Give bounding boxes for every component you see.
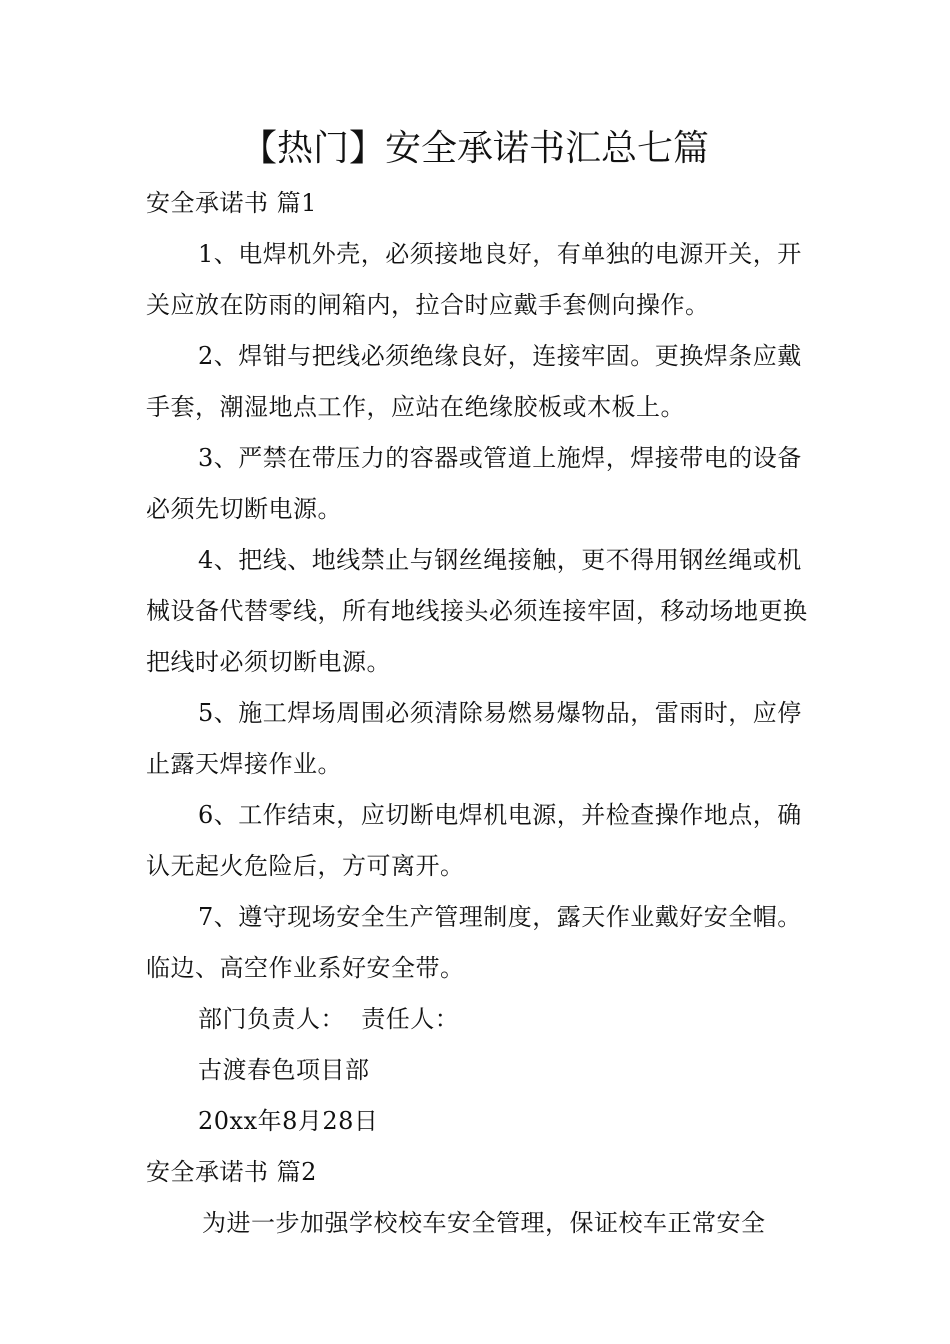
section1-item-7: 7、遵守现场安全生产管理制度，露天作业戴好安全帽。临边、高空作业系好安全带。	[146, 903, 802, 982]
section1-item-1: 1、电焊机外壳，必须接地良好，有单独的电源开关，开关应放在防雨的闸箱内，拉合时应戴手套侧向操作。	[146, 240, 802, 319]
document-body	[146, 178, 826, 1249]
section1-item-6: 6、工作结束，应切断电焊机电源，并检查操作地点，确认无起火危险后，方可离开。	[146, 801, 802, 880]
section1-item-5: 5、施工焊场周围必须清除易燃易爆物品，雷雨时，应停止露天焊接作业。	[146, 699, 802, 778]
document-date: 20xx年8月28日	[198, 1107, 379, 1135]
organization-name: 古渡春色项目部	[198, 1056, 370, 1084]
signature-line: 部门负责人： 责任人：	[198, 1005, 460, 1033]
section1-heading: 安全承诺书 篇1	[146, 189, 317, 217]
section1-item-4: 4、把线、地线禁止与钢丝绳接触，更不得用钢丝绳或机械设备代替零线，所有地线接头必须连接牢固，移动场地更换把线时必须切断电源。	[146, 546, 808, 676]
section2-heading: 安全承诺书 篇2	[146, 1158, 317, 1186]
section1-item-3: 3、严禁在带压力的容器或管道上施焊，焊接带电的设备必须先切断电源。	[146, 444, 802, 523]
document-title: 【热门】安全承诺书汇总七篇	[240, 128, 709, 169]
section2-intro: 为进一步加强学校校车安全管理，保证校车正常安全	[202, 1209, 766, 1237]
section1-item-2: 2、焊钳与把线必须绝缘良好，连接牢固。更换焊条应戴手套，潮湿地点工作，应站在绝缘胶板或木板上。	[146, 342, 802, 421]
